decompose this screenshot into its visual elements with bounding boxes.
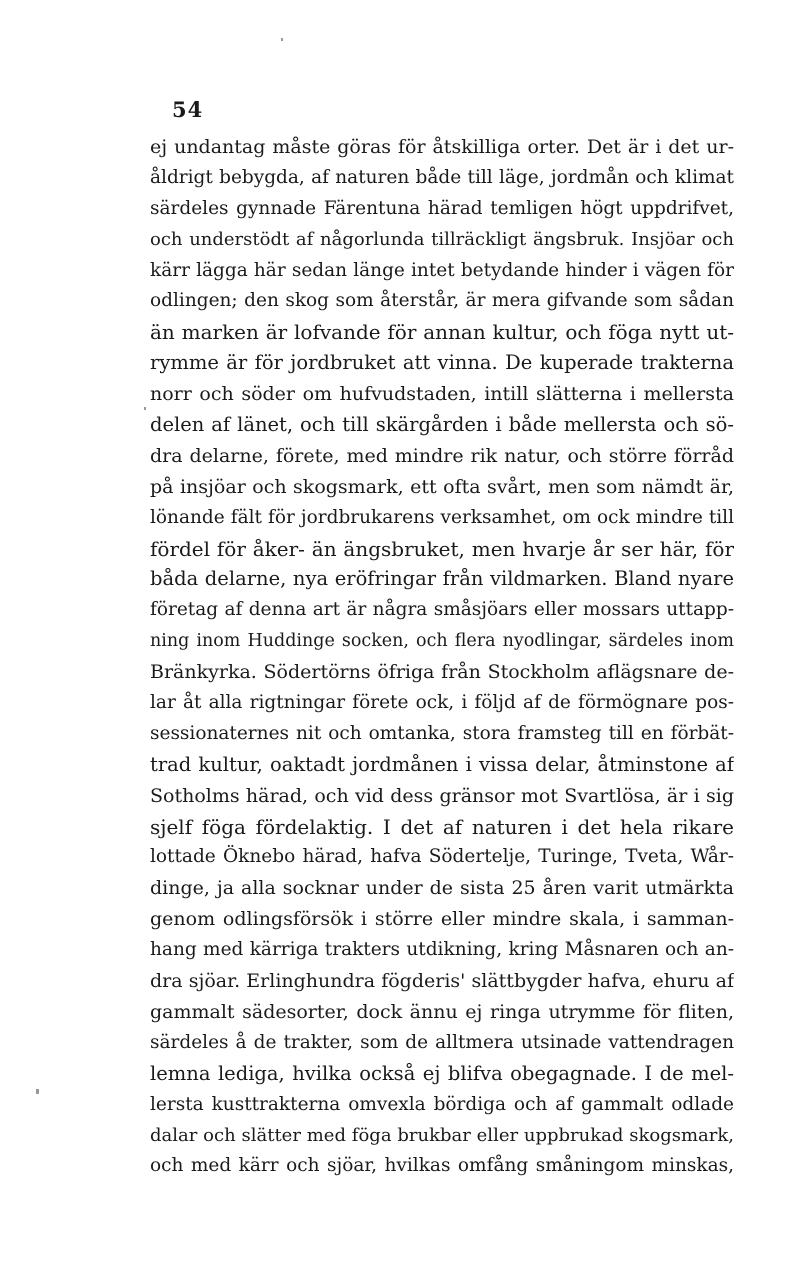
text-line: ej undantag måste göras för åtskilliga orter. Det är i det ur- [150, 136, 734, 158]
text-line: dalar och slätter med föga brukbar eller uppbrukad skogsmark, [150, 1124, 734, 1146]
text-line: Sotholms härad, och vid dess gränsor mot Svartlösa, är i sig [150, 784, 734, 807]
text-line: särdeles gynnade Färentuna härad temligen högt uppdrifvet, [150, 197, 734, 219]
text-line: särdeles å de trakter, som de alltmera utsinade vattendragen [150, 1031, 734, 1053]
text-line: ning inom Huddinge socken, och flera nyodlingar, särdeles inom [150, 631, 734, 652]
text-line: odlingen; den skog som återstår, är mera gifvande som sådan [150, 290, 734, 312]
text-line: rymme är för jordbruket att vinna. De kuperade trakterna [150, 351, 734, 375]
scan-dot-top [281, 38, 283, 41]
text-line: sessionaternes nit och omtanka, stora framsteg till en förbät- [150, 722, 734, 744]
text-line: båda delarne, nya eröfringar från vildmarken. Bland nyare [150, 567, 734, 591]
text-line: fördel för åker- än ängsbruket, men hvarje år ser här, för [150, 536, 734, 561]
text-line: och understödt af någorlunda tillräckligt ängsbruk. Insjöar och [150, 228, 734, 250]
scan-dot-left [36, 1089, 39, 1094]
text-line: åldrigt bebygda, af naturen både till läge, jordmån och klimat [150, 166, 734, 188]
text-line: och med kärr och sjöar, hvilkas omfång småningom minskas, [150, 1155, 734, 1177]
text-line: trad kultur, oaktadt jordmånen i vissa delar, åtminstone af [150, 752, 734, 776]
text-line: lar åt alla rigtningar förete ock, i följd af de förmögnare pos- [150, 692, 734, 714]
text-line: sjelf föga fördelaktig. I det af naturen i det hela rikare [150, 814, 734, 839]
text-line: genom odlingsförsök i större eller mindre skala, i samman- [150, 908, 734, 931]
text-line: hang med kärriga trakters utdikning, kring Måsnaren och an- [150, 939, 734, 961]
text-line: delen af länet, och till skärgården i både mellersta och sö- [150, 413, 734, 437]
text-line: gammalt sädesorter, dock ännu ej ringa utrymme för fliten, [150, 1000, 734, 1023]
text-line: norr och söder om hufvudstaden, intill slätterna i mellersta [150, 383, 734, 406]
text-line: lersta kusttrakterna omvexla bördiga och af gammalt odlade [150, 1093, 734, 1115]
text-line: dinge, ja alla socknar under de sista 25 åren varit utmärkta [150, 877, 734, 900]
text-line: lemna lediga, hvilka också ej blifva obegagnade. I de mel- [150, 1061, 734, 1085]
text-line: företag af denna art är några småsjöars eller mossars uttapp- [150, 599, 734, 621]
text-line: lönande fält för jordbrukarens verksamhet, om ock mindre till [150, 506, 734, 528]
text-line: dra delarne, förete, med mindre rik natur, och större förråd [150, 444, 734, 467]
text-line: kärr lägga här sedan länge intet betydande hinder i vägen för [150, 259, 734, 281]
text-line: än marken är lofvande för annan kultur, och föga nytt ut- [150, 320, 734, 345]
text-line: lottade Öknebo härad, hafva Södertelje, Turinge, Tveta, Wår- [150, 846, 734, 868]
text-line: dra sjöar. Erlinghundra fögderis' slättbygder hafva, ehuru af [150, 970, 734, 993]
text-line: på insjöar och skogsmark, ett ofta svårt, men som nämdt är, [150, 475, 734, 498]
page-number: 54 [172, 97, 204, 122]
text-line: Bränkyrka. Södertörns öfriga från Stockholm aflägsnare de- [150, 661, 734, 684]
body-text [150, 132, 734, 1182]
scan-dot-margin [144, 407, 146, 410]
